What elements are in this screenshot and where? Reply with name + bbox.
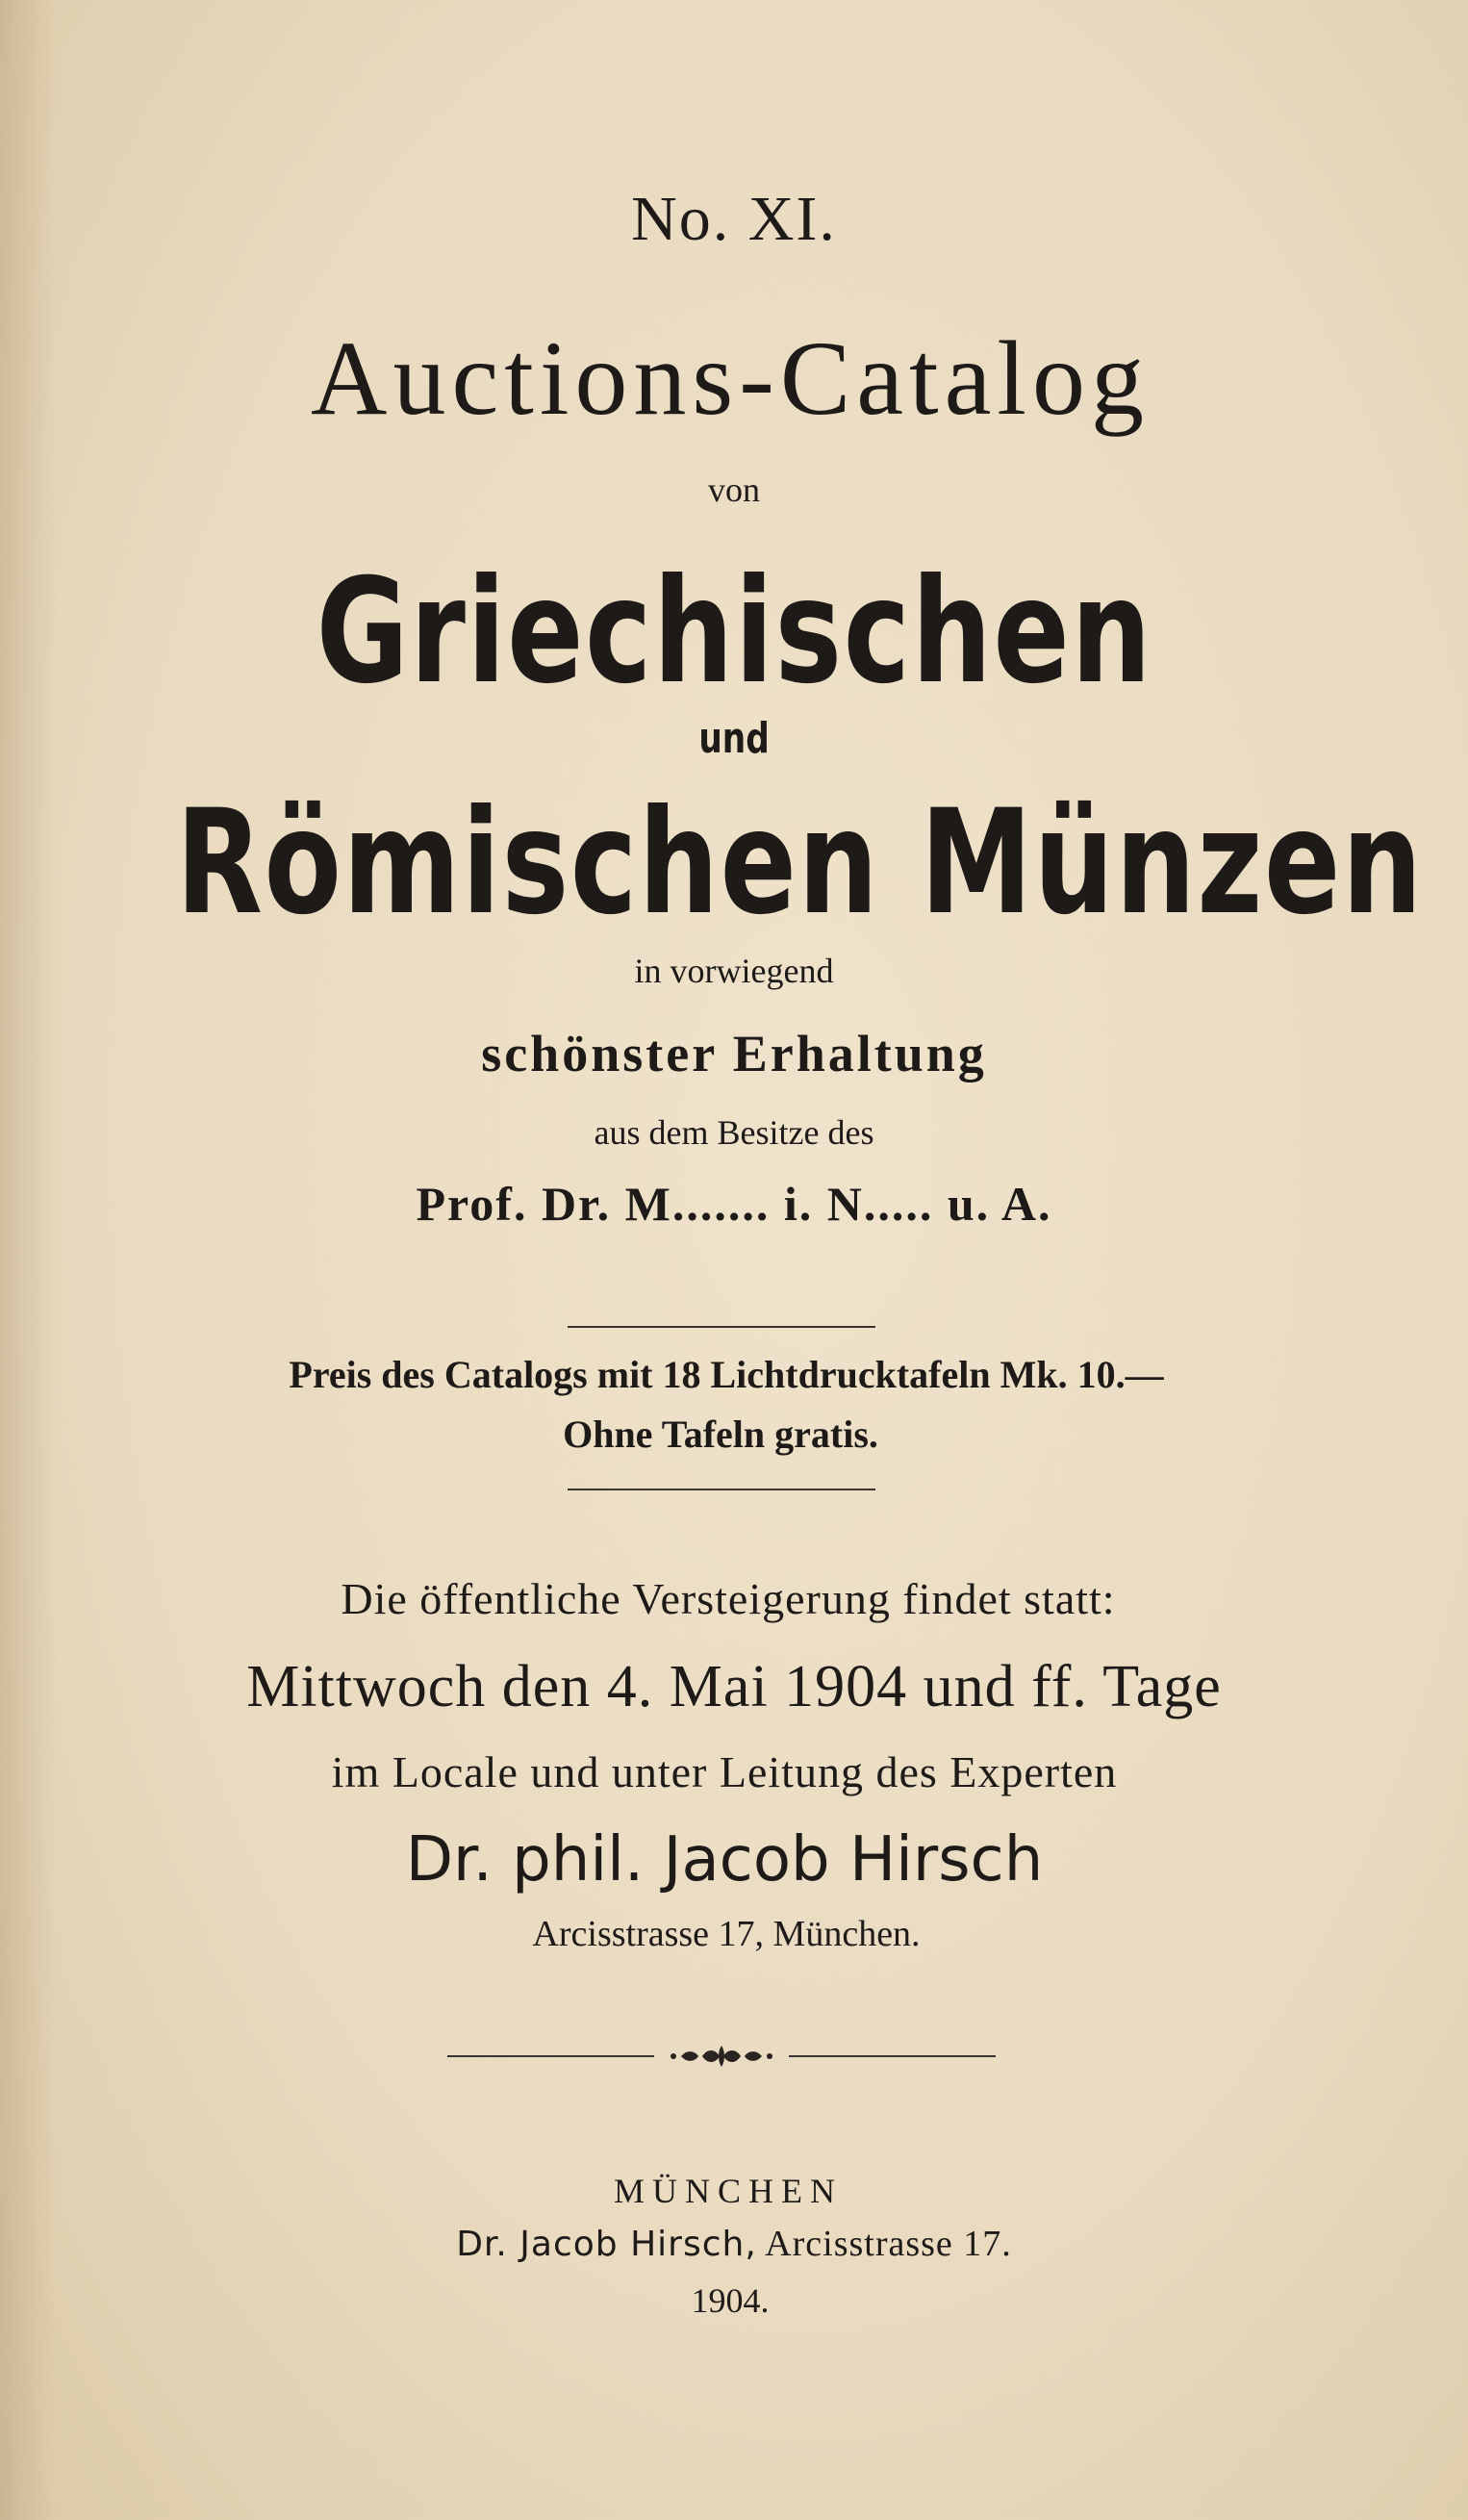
subject-line-1: Griechischen: [316, 548, 1152, 716]
auction-date: Mittwoch den 4. Mai 1904 und ff. Tage: [246, 1654, 1222, 1719]
quality-main: schönster Erhaltung: [481, 1025, 987, 1082]
divider-rule-2: [568, 1489, 875, 1490]
und-wrap: [0, 714, 1468, 763]
expert-name: Dr. phil. Jacob Hirsch: [405, 1824, 1044, 1896]
price-line-1: Preis des Catalogs mit 18 Lichtdrucktafeln Mk. 10.—: [289, 1353, 1164, 1396]
catalog-number: No. XI.: [631, 184, 837, 254]
imprint-publisher: [0, 2223, 1468, 2265]
imprint-year: 1904.: [691, 2281, 770, 2320]
divider-rule-1: [568, 1326, 875, 1328]
owner-name: Prof. Dr. M....... i. N..... u. A.: [416, 1177, 1052, 1231]
quality-intro: in vorwiegend: [634, 952, 834, 990]
ornament-rule-left: [447, 2055, 654, 2057]
auction-place: im Locale und unter Leitung des Experten: [331, 1747, 1118, 1796]
publisher-name: Dr. Jacob Hirsch,: [456, 2225, 757, 2264]
und-text: und: [698, 714, 770, 763]
auction-intro: Die öffentliche Versteigerung findet statt:: [341, 1574, 1116, 1623]
subject-line-2-wrap: [0, 779, 1468, 947]
catalog-title: Auctions-Catalog: [311, 319, 1150, 437]
provenance-intro: aus dem Besitze des: [594, 1113, 874, 1152]
imprint-city: MÜNCHEN: [613, 2172, 843, 2210]
publisher-address: Arcisstrasse 17.: [765, 2224, 1012, 2264]
ornament-rule-right: [789, 2055, 996, 2057]
subject-line-2: Römischen Münzen: [175, 779, 1424, 947]
subject-line-1-wrap: [0, 548, 1468, 716]
floral-divider-icon: [664, 2042, 779, 2071]
price-line-2: Ohne Tafeln gratis.: [563, 1413, 878, 1456]
expert-address: Arcisstrasse 17, München.: [532, 1914, 921, 1954]
von-text: von: [708, 471, 760, 509]
